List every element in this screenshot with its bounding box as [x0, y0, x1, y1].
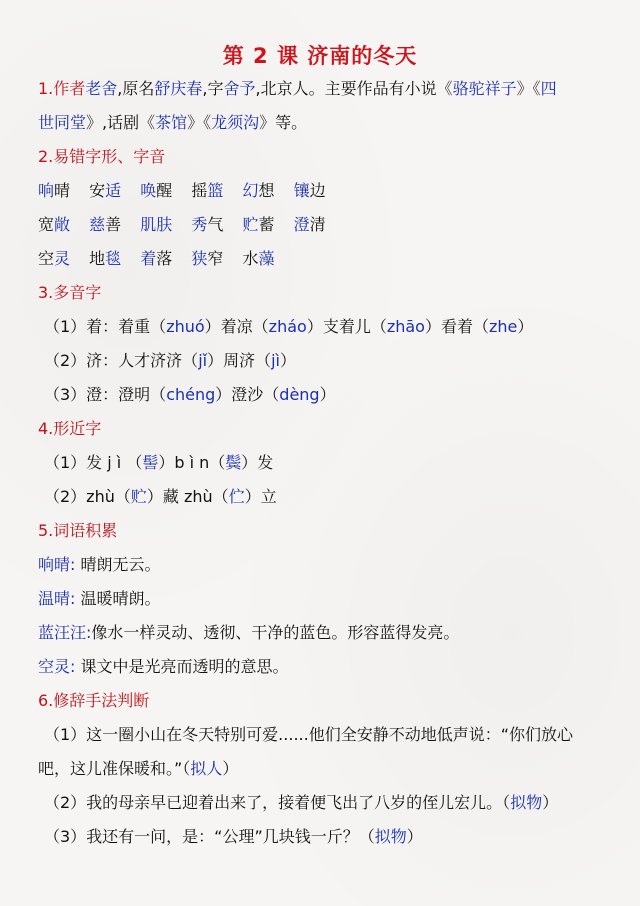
char: 善: [105, 215, 122, 234]
text: ）b ì n（: [158, 453, 226, 472]
text: ）着凉（: [204, 317, 269, 336]
text: （1）发 j ì （: [44, 453, 143, 472]
text: （3）我还有一问，是：“公理”几块钱一斤？（: [44, 827, 375, 846]
word: [38, 249, 70, 268]
text: （2）我的母亲早已迎着出来了，接着便飞出了八岁的侄儿宏儿。（: [44, 793, 511, 812]
rhetoric-line: （1）这一圈小山在冬天特别可爱......他们全安静不动地低声说：“你们放心: [44, 725, 573, 744]
word: [191, 249, 223, 268]
text: （3）澄：澄明（: [44, 385, 167, 404]
pinyin: zháo: [268, 317, 307, 336]
word: [243, 181, 275, 200]
text: ,字: [202, 79, 224, 98]
word: [191, 215, 223, 234]
char: 唤: [140, 181, 157, 200]
char: 慈: [89, 215, 106, 234]
rhetoric-answer: 拟物: [374, 827, 407, 846]
word-row: [38, 179, 610, 203]
word: [140, 181, 172, 200]
answer-char: 髻: [142, 453, 159, 472]
word: [140, 215, 172, 234]
char: 醒: [156, 181, 173, 200]
text: ）澄沙（: [215, 385, 280, 404]
char: 贮: [242, 215, 259, 234]
answer-char: 鬓: [225, 453, 242, 472]
label-author: 作者: [53, 79, 86, 98]
text: ）发: [241, 453, 274, 472]
text: （2）济：人才济济（: [44, 351, 199, 370]
section-heading: 6.修辞手法判断: [38, 691, 150, 710]
char: 晴: [54, 181, 71, 200]
pinyin: jǐ: [198, 351, 208, 370]
vocab-item: [38, 553, 610, 577]
char: 灵: [54, 249, 71, 268]
vocab-term: 蓝汪汪:: [38, 623, 92, 642]
page-title: 第 2 课 济南的冬天: [222, 44, 418, 68]
char: 安: [89, 181, 106, 200]
text: 》《: [516, 79, 541, 98]
text: ）: [517, 317, 534, 336]
vocab-item: [38, 621, 610, 645]
text: ）立: [244, 487, 277, 506]
vocab-term: 空灵:: [38, 657, 76, 676]
author-line-2: [38, 111, 610, 135]
work-title: 四: [540, 79, 557, 98]
word: [191, 181, 223, 200]
author-line-1: [38, 77, 610, 101]
text: （2）zhù（: [44, 487, 131, 506]
pinyin: dèng: [279, 385, 320, 404]
vocab-term: 温晴:: [38, 589, 76, 608]
pinyin: jì: [271, 351, 280, 370]
section-heading: 2.易错字形、字音: [38, 147, 166, 166]
rhetoric-line: [38, 757, 610, 781]
word: [243, 249, 275, 268]
section-heading: 4.形近字: [38, 419, 102, 438]
text: ）周济（: [207, 351, 272, 370]
word: [89, 181, 121, 200]
char: 毯: [105, 249, 122, 268]
vocab-term: 响晴:: [38, 555, 76, 574]
char: 摇: [191, 181, 208, 200]
vocab-definition: 像水一样灵动、透彻、干净的蓝色。形容蓝得发亮。: [91, 623, 460, 642]
word: [89, 215, 121, 234]
rhetoric-line: [44, 825, 610, 849]
answer-char: 贮: [130, 487, 147, 506]
char: 蓄: [258, 215, 275, 234]
word: [294, 215, 326, 234]
text: ,原名: [117, 79, 155, 98]
text: ）看着（: [424, 317, 489, 336]
word-row: [38, 247, 610, 271]
text: ,北京人。主要作品有小说《: [255, 79, 453, 98]
text: ）: [222, 759, 239, 778]
word: [242, 215, 274, 234]
char: 着: [140, 249, 157, 268]
rhetoric-line: [44, 791, 610, 815]
rhetoric-answer: 拟物: [510, 793, 543, 812]
work-title: 龙须沟: [211, 113, 260, 132]
polyphone-line: [44, 349, 610, 373]
author-name: 老舍: [85, 79, 118, 98]
char: 澄: [293, 215, 310, 234]
work-title: 世同堂: [38, 113, 87, 132]
char: 气: [207, 215, 224, 234]
courtesy-name: 舍予: [223, 79, 256, 98]
pinyin: chéng: [166, 385, 216, 404]
char: 边: [309, 181, 326, 200]
char: 落: [156, 249, 173, 268]
word: [294, 181, 326, 200]
vocab-definition: 课文中是光亮而透明的意思。: [75, 657, 289, 676]
pinyin: zhāo: [386, 317, 425, 336]
word-row: [38, 213, 610, 237]
text: 》等。: [259, 113, 308, 132]
answer-char: 伫: [228, 487, 245, 506]
char: 清: [309, 215, 326, 234]
char: 窄: [207, 249, 224, 268]
text: ）: [279, 351, 296, 370]
rhetoric-answer: 拟人: [190, 759, 223, 778]
section-heading: 3.多音字: [38, 283, 102, 302]
char: 宽: [38, 215, 55, 234]
char: 幻: [242, 181, 259, 200]
polyphone-line: [44, 315, 610, 339]
similar-char-line: [44, 485, 610, 509]
section-heading: 5.词语积累: [38, 521, 118, 540]
text: ）: [542, 793, 559, 812]
char: 想: [258, 181, 275, 200]
char: 敞: [54, 215, 71, 234]
char: 镶: [293, 181, 310, 200]
char: 秀: [191, 215, 208, 234]
original-name: 舒庆春: [154, 79, 203, 98]
text: ）支着儿（: [306, 317, 387, 336]
text: ）: [406, 827, 423, 846]
vocab-item: [38, 655, 610, 679]
text: 》,话剧《: [86, 113, 156, 132]
char: 藻: [258, 249, 275, 268]
char: 响: [38, 181, 55, 200]
section-number: 1.: [38, 79, 54, 98]
work-title: 骆驼祥子: [452, 79, 517, 98]
polyphone-line: [44, 383, 610, 407]
char: 水: [242, 249, 259, 268]
char: 适: [105, 181, 122, 200]
word: [140, 249, 172, 268]
word: [38, 215, 70, 234]
char: 空: [38, 249, 55, 268]
word: [38, 181, 70, 200]
word: [89, 249, 121, 268]
text: 》《: [187, 113, 212, 132]
vocab-item: [38, 587, 610, 611]
pinyin: zhe: [488, 317, 518, 336]
vocab-definition: 温暖晴朗。: [75, 589, 161, 608]
text: ）: [319, 385, 336, 404]
text: 吧，这儿准保暖和。”（: [38, 759, 191, 778]
text: ）藏 zhù（: [146, 487, 229, 506]
char: 地: [89, 249, 106, 268]
text: （1）着：着重（: [44, 317, 167, 336]
pinyin: zhuó: [166, 317, 205, 336]
similar-char-line: [44, 451, 610, 475]
char: 篮: [207, 181, 224, 200]
char: 狭: [191, 249, 208, 268]
vocab-definition: 晴朗无云。: [75, 555, 161, 574]
work-title: 茶馆: [155, 113, 188, 132]
char: 肌肤: [140, 215, 173, 234]
